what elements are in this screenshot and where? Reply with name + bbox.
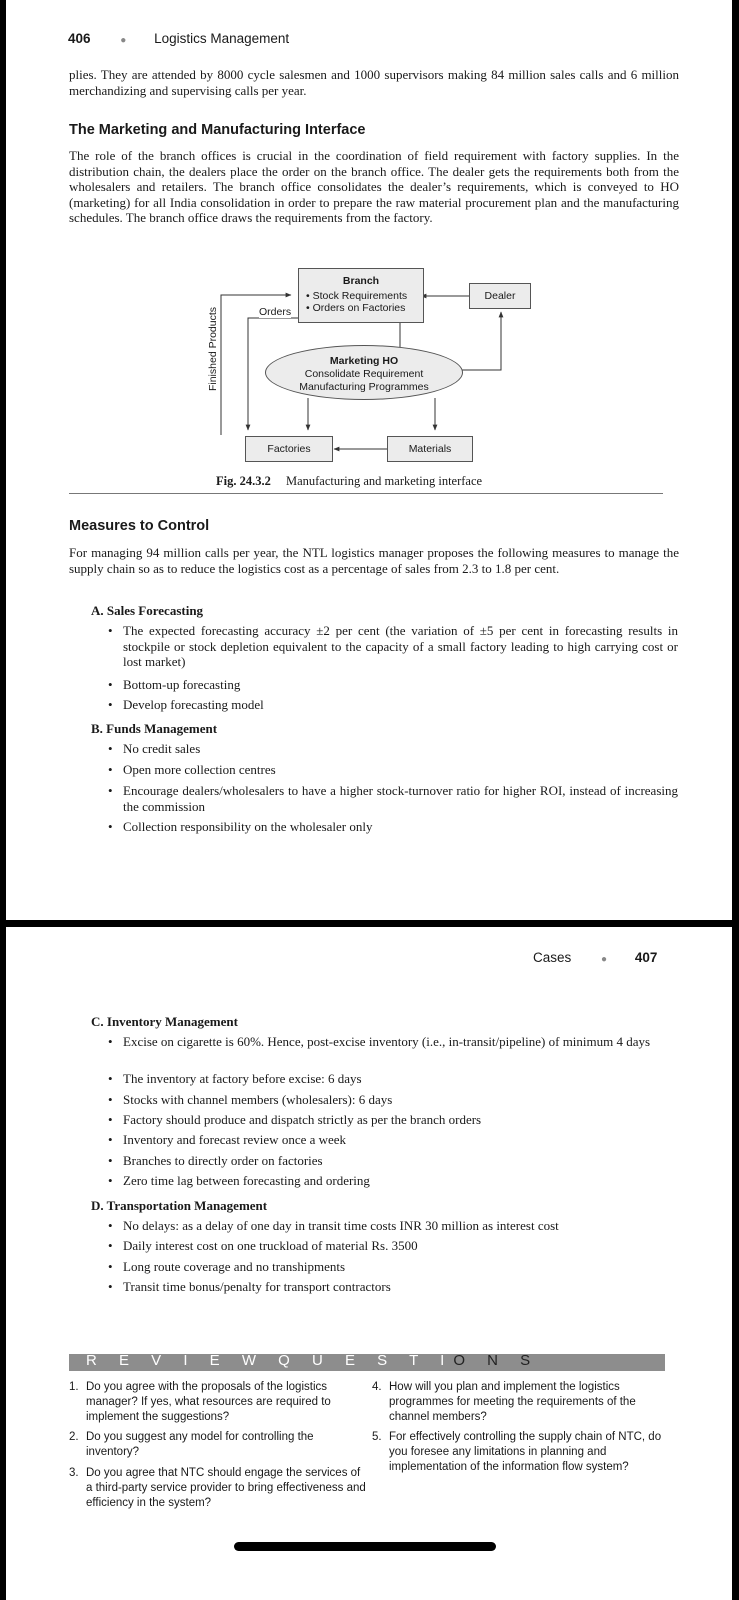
branch-item-2: • Orders on Factories: [306, 302, 406, 314]
ho-line-1: Consolidate Requirement: [304, 368, 424, 380]
dealer-box: Dealer: [469, 283, 531, 309]
list-item: • Factory should produce and dispatch strictly as per the branch orders: [108, 1112, 482, 1127]
list-item: • Develop forecasting model: [108, 697, 264, 712]
list-item: • Encourage dealers/wholesalers to have a higher stock-turnover ratio for higher ROI, instead of increasing the commission: [108, 783, 678, 814]
list-item: • Collection responsibility on the wholesaler only: [108, 819, 373, 834]
subsection-title-sales-forecasting: A. Sales Forecasting: [91, 603, 204, 618]
intro-paragraph: plies. They are attended by 8000 cycle salesmen and 1000 supervisors making 84 million sales calls and 6 million merchandizing and supervising calls per year.: [69, 67, 679, 98]
marketing-ho-ellipse: [265, 345, 463, 400]
branch-title: Branch: [342, 275, 380, 287]
section-title-measures: Measures to Control: [69, 518, 210, 534]
finished-products-label: Finished Products: [207, 285, 219, 413]
list-item: • The expected forecasting accuracy ±2 per cent (the variation of ±5 per cent in forecasting results in stockpile or stock depletion equivalent to the capacity of a small factory leading to high carrying cost or lost market): [108, 623, 678, 669]
list-item: • No credit sales: [108, 741, 201, 756]
subsection-title-funds-management: B. Funds Management: [91, 721, 218, 736]
materials-box: Materials: [387, 436, 473, 462]
list-item: • Zero time lag between forecasting and ordering: [108, 1173, 370, 1188]
page-header: [68, 31, 289, 46]
ho-title: Marketing HO: [329, 355, 399, 367]
list-item: • Bottom-up forecasting: [108, 677, 241, 692]
branch-box: [298, 268, 424, 323]
section-title-interface: The Marketing and Manufacturing Interface: [69, 122, 366, 138]
figure-caption-text: Manufacturing and marketing interface: [285, 474, 483, 488]
subsection-title-inventory-management: C. Inventory Management: [91, 1014, 238, 1029]
page-406: [6, 0, 732, 920]
section-paragraph-interface: The role of the branch offices is crucial in the coordination of field requirement with factory supplies. In the distribution chain, the dealers place the order on the branch office. The dealer gets the requirements both from the wholesalers and retailers. The branch office consolidates the dealer’s requirements, which is conveyed to HO (marketing) for all India consolidation in order to prepare the raw material procurement plan and the manufacturing schedules. The branch office draws the requirements from the factory.: [69, 148, 679, 225]
running-head: Logistics Management: [154, 31, 290, 46]
review-question: 3. Do you agree that NTC should engage the services of a third-party service provider to bring effectiveness and efficiency in the system?: [69, 1467, 366, 1509]
review-question: 5. For effectively controlling the supply chain of NTC, do you foresee any limitations in planning and implementation of the information flow system?: [372, 1431, 662, 1473]
page-number: 407: [634, 950, 658, 965]
home-indicator-bar[interactable]: [234, 1542, 496, 1551]
review-questions-heading: R E V I E W Q U E S T IO N S: [86, 1352, 540, 1369]
review-question: 4. How will you plan and implement the logistics programmes for meeting the requirements of the channel members?: [372, 1381, 636, 1423]
figure-caption-number: Fig. 24.3.2: [216, 474, 271, 488]
subsection-title-transportation-management: D. Transportation Management: [91, 1198, 268, 1213]
list-item: • Transit time bonus/penalty for transport contractors: [108, 1279, 391, 1294]
figure-caption: [216, 474, 482, 489]
list-item: • Inventory and forecast review once a week: [108, 1132, 347, 1147]
list-item: • Excise on cigarette is 60%. Hence, post-excise inventory (i.e., in-transit/pipeline) of minimum 4 days: [108, 1034, 651, 1049]
list-item: • Open more collection centres: [108, 762, 276, 777]
list-item: • The inventory at factory before excise: 6 days: [108, 1071, 362, 1086]
list-item: • No delays: as a delay of one day in transit time costs INR 30 million as interest cost: [108, 1218, 559, 1233]
page-number: 406: [68, 31, 91, 46]
list-item: • Stocks with channel members (wholesalers): 6 days: [108, 1092, 393, 1107]
figure-divider: [69, 493, 663, 494]
orders-label: Orders: [259, 306, 292, 318]
header-separator-dot-icon: ●: [601, 954, 608, 965]
list-item: • Long route coverage and no transhipments: [108, 1259, 346, 1274]
page-header: [533, 950, 657, 965]
branch-item-1: • Stock Requirements: [306, 290, 408, 302]
running-head: Cases: [533, 950, 572, 965]
ho-line-2: Manufacturing Programmes: [299, 381, 429, 393]
list-item: • Daily interest cost on one truckload of material Rs. 3500: [108, 1238, 418, 1253]
figure-diagram: [6, 260, 732, 470]
review-question: 2. Do you suggest any model for controlling the inventory?: [69, 1431, 314, 1458]
factories-box: Factories: [245, 436, 333, 462]
page-407: [6, 927, 732, 1600]
review-question: 1. Do you agree with the proposals of the logistics manager? If yes, what resources are required to implement the suggestions?: [69, 1381, 331, 1423]
section-paragraph-measures: For managing 94 million calls per year, the NTL logistics manager proposes the following measures to manage the supply chain so as to reduce the logistics cost as a percentage of sales from 2.3 to 1.8 per cent.: [69, 545, 679, 576]
header-separator-dot-icon: ●: [120, 35, 127, 46]
list-item: • Branches to directly order on factories: [108, 1153, 323, 1168]
